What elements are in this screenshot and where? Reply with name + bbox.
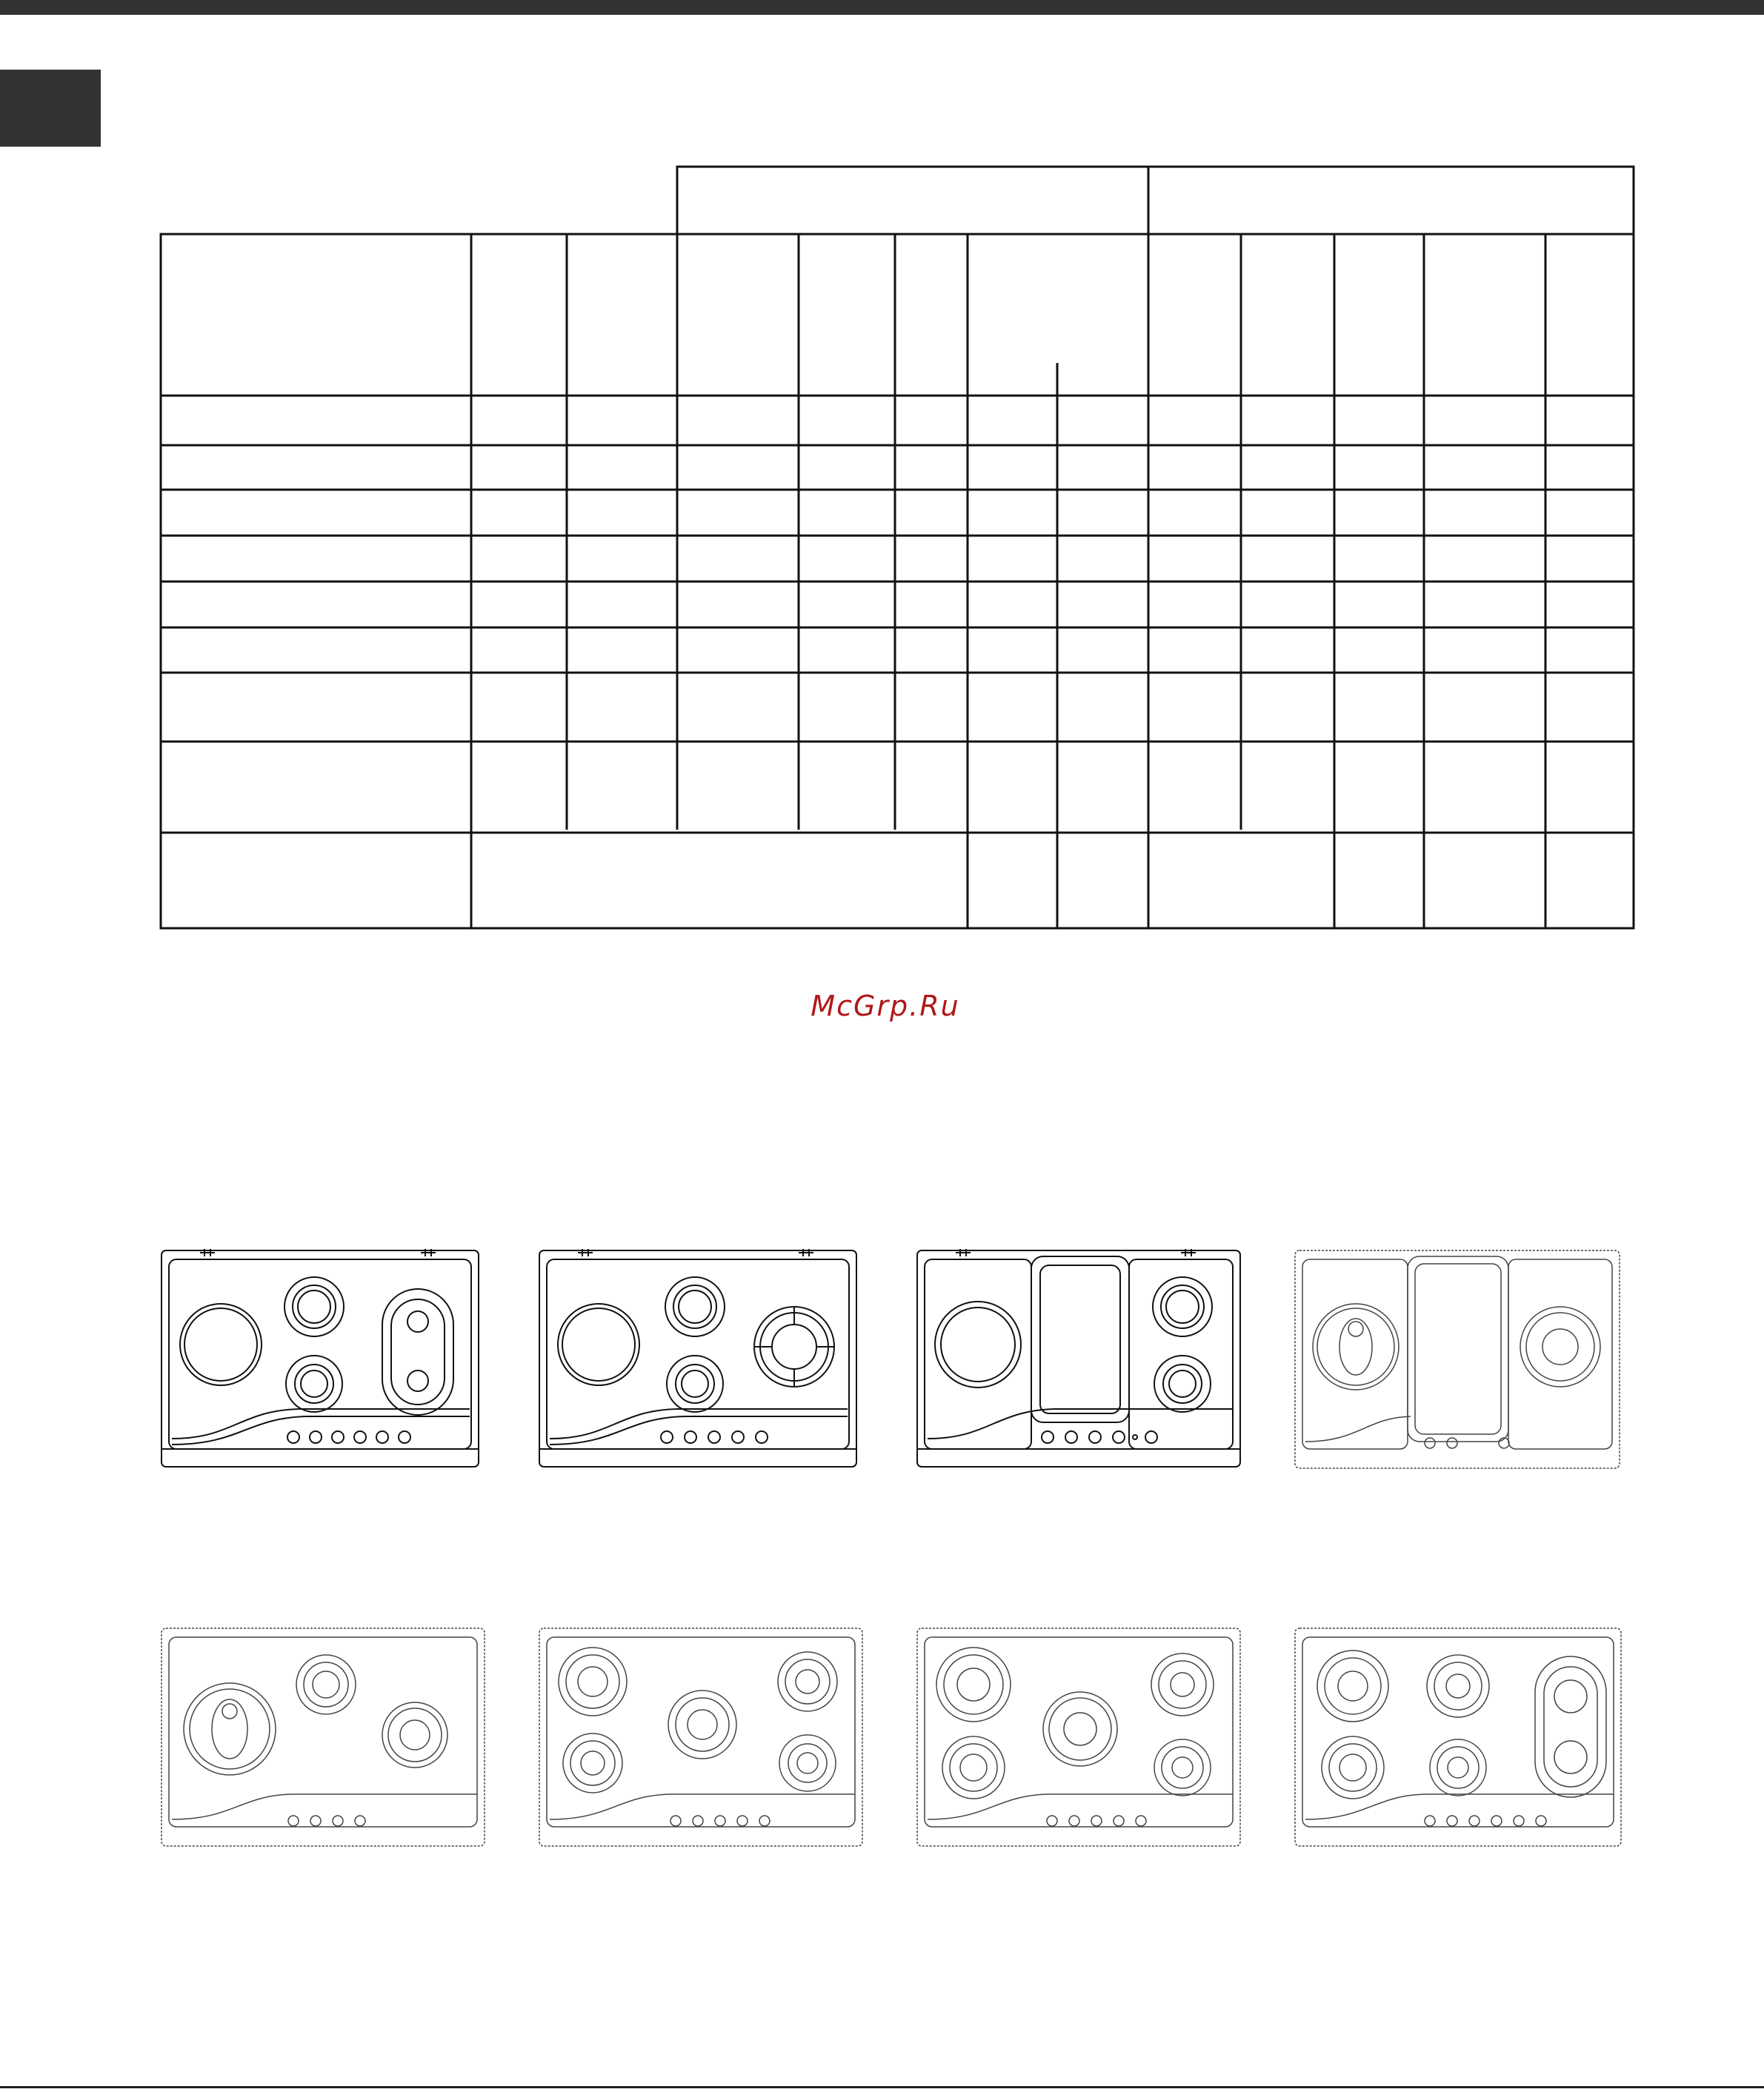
hob-diagram-2: [536, 1247, 859, 1470]
hob-diagram-1: [159, 1247, 482, 1470]
group-header-2: [1148, 167, 1634, 234]
burner-large: [180, 1304, 262, 1385]
group-header-1: [677, 167, 1148, 234]
burner-fish: [382, 1289, 453, 1415]
hob-diagram-3: [914, 1247, 1243, 1470]
watermark-text: McGrp.Ru: [811, 990, 960, 1022]
hob-diagram-5: [159, 1625, 487, 1849]
griddle: [1031, 1256, 1129, 1422]
bottom-rule: [0, 2086, 1764, 2088]
hob-diagram-8: [1292, 1625, 1624, 1849]
hob-diagram-6: [536, 1625, 865, 1849]
hob-diagram-4: [1292, 1247, 1622, 1471]
spec-table: [0, 0, 1764, 963]
hob-diagram-7: [914, 1625, 1243, 1849]
